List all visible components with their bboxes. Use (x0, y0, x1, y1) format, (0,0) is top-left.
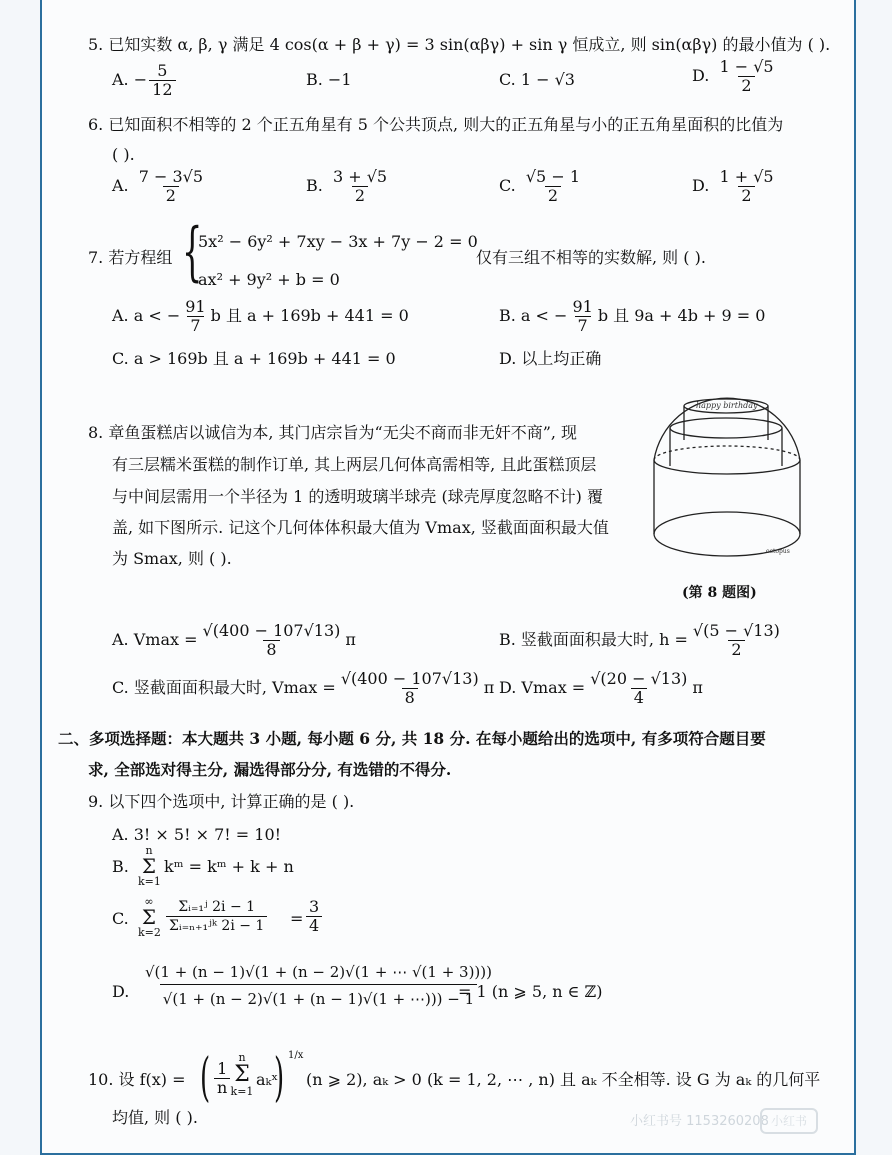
q8-c-suffix: π (483, 678, 495, 697)
q10-prefix: 10. 设 f(x) = (88, 1070, 186, 1089)
watermark-text: 小红书号 1153260208 (630, 1114, 769, 1129)
q9-c-equals: = (290, 909, 304, 928)
q7-equation-2: ax² + 9y² + b = 0 (198, 270, 340, 289)
q10-suffix: (n ⩾ 2), aₖ > 0 (k = 1, 2, ⋯ , n) 且 aₖ 不全相等. 设 G 为 aₖ 的几何平 (306, 1070, 821, 1089)
q7-option-c: C. a > 169b 且 a + 169b + 441 = 0 (112, 349, 396, 368)
q6-option-b (306, 168, 392, 205)
q8-line-4: 盖, 如下图所示. 记这个几何体体积最大值为 Vmax, 竖截面面积最大值 (112, 518, 609, 537)
q6-a-fraction (136, 168, 206, 205)
q5-option-c: C. 1 − √3 (499, 70, 575, 89)
q8-option-c (112, 670, 494, 707)
q5-option-d (692, 58, 779, 95)
watermark-logo: 小红书 (760, 1108, 818, 1134)
q8-b-numerator: √(5 − √13) (692, 621, 780, 640)
q6-option-d (692, 168, 779, 205)
q6-b-fraction (330, 168, 390, 205)
q8-d-denominator: 4 (631, 688, 647, 707)
q9-b-sum-top: n (145, 844, 153, 857)
q10-sum-bottom: k=1 (230, 1085, 254, 1098)
q6-stem: 6. 已知面积不相等的 2 个正五角星有 5 个公共顶点, 则大的正五角星与小的正五角星面积的比值为 (88, 115, 784, 134)
q7-tail: 仅有三组不相等的实数解, 则 ( ). (476, 248, 706, 267)
q7-b-prefix: B. a < − (499, 306, 568, 325)
q8-c-numerator: √(400 − 107√13) (340, 669, 479, 688)
q10-inner-fraction (214, 1060, 230, 1097)
q10-sigma: Σ (234, 1062, 250, 1087)
q9-c-sum-bottom: k=2 (138, 926, 161, 939)
q6-b-denominator: 2 (352, 186, 368, 205)
q9-c-result-denominator: 4 (306, 916, 322, 935)
q6-a-label: A. (112, 176, 129, 195)
q6-d-fraction (716, 168, 776, 205)
q5-d-denominator: 2 (738, 76, 754, 95)
q7-a-prefix: A. a < − (112, 306, 181, 325)
q6-c-numerator: √5 − 1 (525, 167, 580, 186)
q6-stem-2: ( ). (112, 145, 135, 164)
q10-line-2: 均值, 则 ( ). (112, 1108, 198, 1127)
q8-line-5: 为 Smax, 则 ( ). (112, 549, 232, 568)
q8-b-denominator: 2 (728, 640, 744, 659)
q8-a-denominator: 8 (263, 640, 279, 659)
q5-d-fraction (716, 58, 776, 95)
q6-c-denominator: 2 (545, 186, 561, 205)
q9-b-expression: kᵐ = kᵐ + k + n (164, 857, 294, 876)
q10-sum-expression: aₖˣ (256, 1070, 279, 1089)
q9-c-result-numerator: 3 (309, 897, 320, 916)
q8-d-fraction (587, 670, 690, 707)
q5-a-sign: − (133, 70, 148, 89)
q7-a-fraction (182, 298, 208, 335)
q10-inner-denominator: n (214, 1078, 230, 1097)
q8-b-prefix: B. 竖截面面积最大时, h = (499, 630, 688, 649)
q6-a-numerator: 7 − 3√5 (138, 167, 204, 186)
q7-option-d: D. 以上均正确 (499, 349, 602, 368)
q8-c-fraction (338, 670, 482, 707)
q7-label: 7. 若方程组 (88, 248, 173, 267)
q8-option-a (112, 622, 356, 659)
q6-option-c (499, 168, 585, 205)
q8-option-b (499, 622, 785, 659)
q6-d-label: D. (692, 176, 710, 195)
q9-c-sigma: Σ (141, 905, 157, 929)
q5-option-a (112, 62, 178, 99)
q5-d-label: D. (692, 66, 710, 85)
section-2-heading-2: 求, 全部选对得主分, 漏选得部分分, 有选错的不得分. (88, 760, 452, 779)
q6-b-numerator: 3 + √5 (332, 167, 388, 186)
q7-b-numerator: 91 (572, 297, 593, 316)
q6-d-denominator: 2 (738, 186, 754, 205)
q8-b-fraction (690, 622, 783, 659)
q9-c-fraction (166, 898, 267, 935)
q8-cake-text-bottom: octopus (766, 548, 790, 555)
q8-line-2: 有三层糯米蛋糕的制作订单, 其上两层几何体高需相等, 且此蛋糕顶层 (112, 455, 597, 474)
q7-b-denominator: 7 (575, 316, 591, 335)
q6-a-denominator: 2 (163, 186, 179, 205)
q9-d-label: D. (112, 982, 130, 1001)
q9-b-sum (138, 845, 160, 887)
q8-d-prefix: D. Vmax = (499, 678, 586, 697)
section-2-heading: 二、多项选择题：本大题共 3 小题, 每小题 6 分, 共 18 分. 在每小题给出的选项中, 有多项符合题目要 (58, 729, 766, 748)
q9-c-sum-top: ∞ (144, 895, 154, 908)
q6-d-numerator: 1 + √5 (719, 167, 774, 186)
q8-line-3: 与中间层需用一个半径为 1 的透明玻璃半球壳 (球壳厚度忽略不计) 覆 (112, 487, 604, 506)
q10-sum (230, 1052, 254, 1098)
q9-b-sigma: Σ (141, 854, 157, 878)
q9-d-suffix: = 1 (n ⩾ 5, n ∈ ℤ) (458, 982, 603, 1001)
q10-line-1 (88, 1048, 848, 1112)
q9-b-sum-bottom: k=1 (138, 875, 161, 888)
q9-c-sum (138, 896, 160, 938)
q7-brace: { (182, 215, 203, 289)
q10-power: 1/x (288, 1050, 304, 1061)
q8-a-suffix: π (345, 630, 356, 649)
q8-d-numerator: √(20 − √13) (590, 669, 688, 688)
q9-c-result-fraction (306, 898, 322, 935)
q6-c-label: C. (499, 176, 516, 195)
q6-b-label: B. (306, 176, 323, 195)
q7-equation-1: 5x² − 6y² + 7xy − 3x + 7y − 2 = 0 (198, 232, 478, 251)
q10-right-paren: ) (274, 1048, 285, 1108)
q7-b-fraction (569, 298, 595, 335)
q10-sum-top: n (238, 1051, 246, 1064)
q9-d-numerator: √(1 + (n − 1)√(1 + (n − 2)√(1 + ⋯ √(1 + 3)))) (145, 963, 492, 981)
q7-option-b (499, 298, 765, 335)
q9-b-label: B. (112, 857, 129, 876)
q5-a-denominator: 12 (149, 80, 175, 99)
q10-inner-numerator: 1 (217, 1059, 228, 1078)
q9-c-denominator: Σᵢ₌ₙ₊₁ʲᵏ 2i − 1 (166, 916, 267, 935)
q7-a-denominator: 7 (187, 316, 203, 335)
q6-c-fraction (523, 168, 583, 205)
q8-a-prefix: A. Vmax = (112, 630, 198, 649)
q8-a-numerator: √(400 − 107√13) (202, 621, 341, 640)
q7-a-numerator: 91 (185, 297, 206, 316)
q8-c-prefix: C. 竖截面面积最大时, Vmax = (112, 678, 336, 697)
q8-cake-figure (648, 388, 808, 568)
q5-d-numerator: 1 − √5 (719, 57, 774, 76)
q5-a-label: A. (112, 70, 129, 89)
q7-option-a (112, 298, 409, 335)
q8-cake-text-top: happy birthday (696, 401, 758, 410)
q9-option-a: A. 3! × 5! × 7! = 10! (112, 825, 282, 844)
q9-d-fraction (142, 960, 495, 1013)
q5-a-numerator: 5 (157, 61, 168, 80)
q9-c-label: C. (112, 909, 129, 928)
q7-b-suffix: b 且 9a + 4b + 9 = 0 (597, 306, 766, 325)
q7-a-suffix: b 且 a + 169b + 441 = 0 (210, 306, 409, 325)
q8-c-denominator: 8 (402, 688, 418, 707)
q9-d-denominator: √(1 + (n − 2)√(1 + (n − 1)√(1 + ⋯))) − 1 (160, 984, 477, 1013)
q8-line-1: 8. 章鱼蛋糕店以诚信为本, 其门店宗旨为“无尖不商而非无奸不商”, 现 (88, 423, 578, 442)
q8-figure-caption: (第 8 题图) (682, 585, 757, 601)
q5-stem: 5. 已知实数 α, β, γ 满足 4 cos(α + β + γ) = 3 sin(αβγ) + sin γ 恒成立, 则 sin(αβγ) 的最小值为 ( ). (88, 35, 831, 54)
q5-a-fraction (149, 62, 175, 99)
q6-option-a (112, 168, 208, 205)
q8-option-d (499, 670, 703, 707)
q5-option-b: B. −1 (306, 70, 352, 89)
q8-d-suffix: π (692, 678, 703, 697)
q10-left-paren: ( (200, 1048, 211, 1108)
q9-stem: 9. 以下四个选项中, 计算正确的是 ( ). (88, 792, 355, 811)
q8-a-fraction (200, 622, 344, 659)
q9-c-numerator: Σᵢ₌₁ʲ 2i − 1 (178, 899, 256, 915)
